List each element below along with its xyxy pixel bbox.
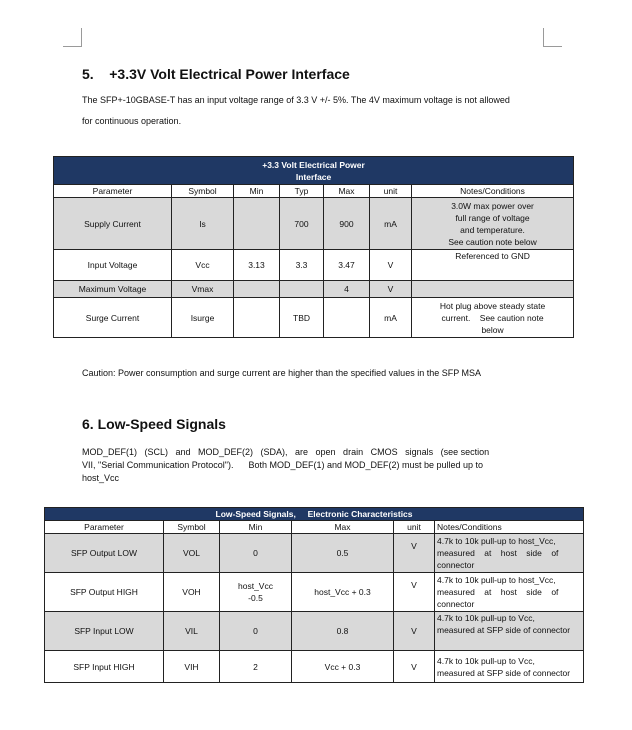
column-header: Min xyxy=(234,185,280,198)
column-header: Symbol xyxy=(172,185,234,198)
note-line: and temperature. xyxy=(460,224,525,235)
cell-max: 3.47 xyxy=(324,250,370,281)
signals-table-title: Low-Speed Signals, Electronic Characteristics xyxy=(45,508,584,521)
cell-typ: 700 xyxy=(280,198,324,250)
power-table-title xyxy=(54,157,574,185)
cell-symbol: Vcc xyxy=(172,250,234,281)
note-line: Referenced to GND xyxy=(455,251,530,261)
section-5-heading: 5. +3.3V Volt Electrical Power Interface xyxy=(82,66,350,82)
section-6-paragraph-line: host_Vcc xyxy=(82,473,120,483)
table-row xyxy=(45,534,584,573)
column-header: Typ xyxy=(280,185,324,198)
caution-note: Caution: Power consumption and surge current are higher than the specified values in the SFP MSA xyxy=(82,368,482,378)
cell-notes xyxy=(412,298,574,338)
table-row xyxy=(45,573,584,612)
note-line: measured at SFP side of connector xyxy=(437,625,571,635)
cell-symbol: VIL xyxy=(164,612,220,651)
cell-notes xyxy=(435,573,584,612)
column-header: Min xyxy=(220,521,292,534)
cell-parameter: SFP Input HIGH xyxy=(45,651,164,683)
cell-symbol: VOH xyxy=(164,573,220,612)
cell-min: 0 xyxy=(220,612,292,651)
table-row xyxy=(54,250,574,281)
cell-unit: V xyxy=(394,651,435,683)
page-corner-mark-left xyxy=(63,28,82,47)
note-line: 4.7k to 10k pull-up to Vcc, xyxy=(437,655,535,666)
cell-unit: V xyxy=(370,250,412,281)
section-5-paragraph-line: for continuous operation. xyxy=(82,116,182,126)
cell-symbol: Vmax xyxy=(172,281,234,298)
min-line: -0.5 xyxy=(248,593,263,603)
section-6-paragraph xyxy=(82,446,534,485)
page-corner-mark-right xyxy=(543,28,562,47)
note-line: measured at SFP side of connector xyxy=(437,667,571,678)
cell-min: 0 xyxy=(220,534,292,573)
note-line: 4.7k to 10k pull-up to host_Vcc, xyxy=(437,575,556,585)
cell-notes xyxy=(435,651,584,683)
column-header: Symbol xyxy=(164,521,220,534)
cell-parameter: Surge Current xyxy=(54,298,172,338)
cell-symbol: VIH xyxy=(164,651,220,683)
note-line: 4.7k to 10k pull-up to Vcc, xyxy=(437,613,535,623)
cell-notes xyxy=(435,534,584,573)
power-table-title-line: Interface xyxy=(295,171,332,182)
note-line: connector xyxy=(437,560,475,570)
note-line: Hot plug above steady state xyxy=(439,300,546,311)
table-row xyxy=(45,612,584,651)
cell-max: 900 xyxy=(324,198,370,250)
column-header: unit xyxy=(370,185,412,198)
note-line: current. See caution note xyxy=(441,312,544,323)
cell-unit: V xyxy=(370,281,412,298)
cell-max: 4 xyxy=(324,281,370,298)
cell-parameter: SFP Input LOW xyxy=(45,612,164,651)
cell-min: 2 xyxy=(220,651,292,683)
cell-notes xyxy=(435,612,584,651)
low-speed-signals-table xyxy=(44,507,584,683)
note-line: See caution note below xyxy=(448,236,537,247)
min-line: host_Vcc xyxy=(238,581,273,591)
note-line: below xyxy=(481,324,504,335)
column-header: Notes/Conditions xyxy=(412,185,574,198)
cell-symbol: Isurge xyxy=(172,298,234,338)
section-6-paragraph-line: MOD_DEF(1) (SCL) and MOD_DEF(2) (SDA), are open drain CMOS signals (see section xyxy=(82,447,490,457)
cell-max: 0.5 xyxy=(292,534,394,573)
cell-min xyxy=(234,198,280,250)
power-table-title-line: +3.3 Volt Electrical Power xyxy=(262,159,365,170)
column-header: Notes/Conditions xyxy=(435,521,584,534)
cell-parameter: Maximum Voltage xyxy=(54,281,172,298)
cell-symbol: Is xyxy=(172,198,234,250)
cell-unit: V xyxy=(394,573,435,612)
cell-max: 0.8 xyxy=(292,612,394,651)
cell-max: host_Vcc + 0.3 xyxy=(292,573,394,612)
cell-typ: 3.3 xyxy=(280,250,324,281)
cell-min xyxy=(234,298,280,338)
note-line: 3.0W max power over xyxy=(451,200,534,211)
cell-unit: V xyxy=(394,612,435,651)
note-line: measured at host side of xyxy=(437,587,559,597)
note-line: measured at host side of xyxy=(437,548,559,558)
section-6-heading: 6. Low-Speed Signals xyxy=(82,416,226,432)
cell-typ: TBD xyxy=(280,298,324,338)
column-header: Max xyxy=(292,521,394,534)
cell-parameter: SFP Output HIGH xyxy=(45,573,164,612)
cell-unit: V xyxy=(394,534,435,573)
cell-unit: mA xyxy=(370,198,412,250)
section-5-paragraph-line: The SFP+-10GBASE-T has an input voltage range of 3.3 V +/- 5%. The 4V maximum voltage is not allowed xyxy=(82,95,510,105)
note-line: connector xyxy=(437,599,475,609)
cell-max xyxy=(324,298,370,338)
note-line: 4.7k to 10k pull-up to host_Vcc, xyxy=(437,536,556,546)
power-interface-table xyxy=(53,156,574,338)
column-header: Parameter xyxy=(54,185,172,198)
note-line: full range of voltage xyxy=(455,212,530,223)
table-row xyxy=(45,651,584,683)
cell-notes xyxy=(412,250,574,281)
section-5-paragraph xyxy=(82,90,552,132)
cell-min xyxy=(234,281,280,298)
cell-notes xyxy=(412,198,574,250)
column-header: unit xyxy=(394,521,435,534)
table-row xyxy=(54,281,574,298)
cell-min: 3.13 xyxy=(234,250,280,281)
table-row xyxy=(54,298,574,338)
cell-unit: mA xyxy=(370,298,412,338)
cell-parameter: Supply Current xyxy=(54,198,172,250)
cell-typ xyxy=(280,281,324,298)
section-6-paragraph-line: VII, "Serial Communication Protocol"). Both MOD_DEF(1) and MOD_DEF(2) must be pulled up to xyxy=(82,460,484,470)
cell-min xyxy=(220,573,292,612)
table-row xyxy=(54,198,574,250)
cell-parameter: SFP Output LOW xyxy=(45,534,164,573)
cell-symbol: VOL xyxy=(164,534,220,573)
column-header: Parameter xyxy=(45,521,164,534)
column-header: Max xyxy=(324,185,370,198)
cell-parameter: Input Voltage xyxy=(54,250,172,281)
cell-notes xyxy=(412,281,574,298)
cell-max: Vcc + 0.3 xyxy=(292,651,394,683)
